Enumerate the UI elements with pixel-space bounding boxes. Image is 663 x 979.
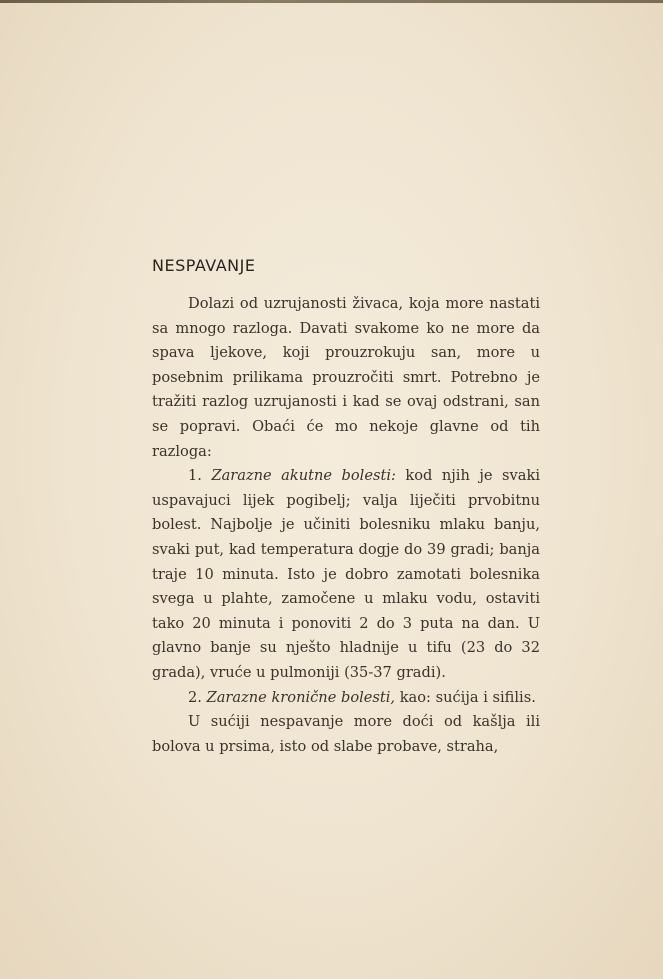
body-text (152, 292, 540, 759)
paragraph-tuberculosis (152, 710, 540, 759)
paragraph-text: Dolazi od uzrujanosti živaca, koja more nastati sa mnogo razloga. Davati svakome ko ne more da spava ljekove, koji prouzrokuju san, more u posebnim prilikama prouzročiti smrt. Potrebno je tražiti razlog uzrujanosti i kad se ovaj odstrani, san se popravi. Obaći će mo nekoje glavne od tih razloga: (152, 295, 540, 460)
paragraph-intro (152, 292, 540, 464)
chapter-heading: NESPAVANJE (152, 256, 256, 275)
section-title-italic: Zarazne akutne bolesti: (211, 467, 396, 485)
list-number: 2. (188, 688, 207, 706)
paragraph-text: kod njih je svaki uspavajuci lijek pogibelj; valja liječiti prvobitnu bolest. Najbolje je učiniti bolesniku mlaku banju, svaki put, kad temperatura dogje do 39 gradi; banja traje 10 minuta. Isto je dobro zamotati bolesnika svega u plahte, zamočene u mlaku vodu, ostaviti tako 20 minuta i ponoviti 2 do 3 puta na dan. U glavno banje su nješto hladnije u tifu (23 do 32 grada), vruće u pulmoniji (35-37 gradi). (152, 467, 540, 681)
paragraph-text: kao: sućija i sifilis. (395, 688, 536, 706)
list-number: 1. (188, 467, 212, 485)
page-top-edge (0, 0, 663, 3)
section-title-italic: Zarazne kronične bolesti, (206, 688, 396, 706)
paragraph-chronic-diseases (152, 686, 540, 711)
paragraph-text: U sućiji nespavanje more doći od kašlja ili bolova u prsima, isto od slabe probave, straha, (152, 713, 540, 755)
paragraph-acute-diseases (152, 464, 540, 685)
